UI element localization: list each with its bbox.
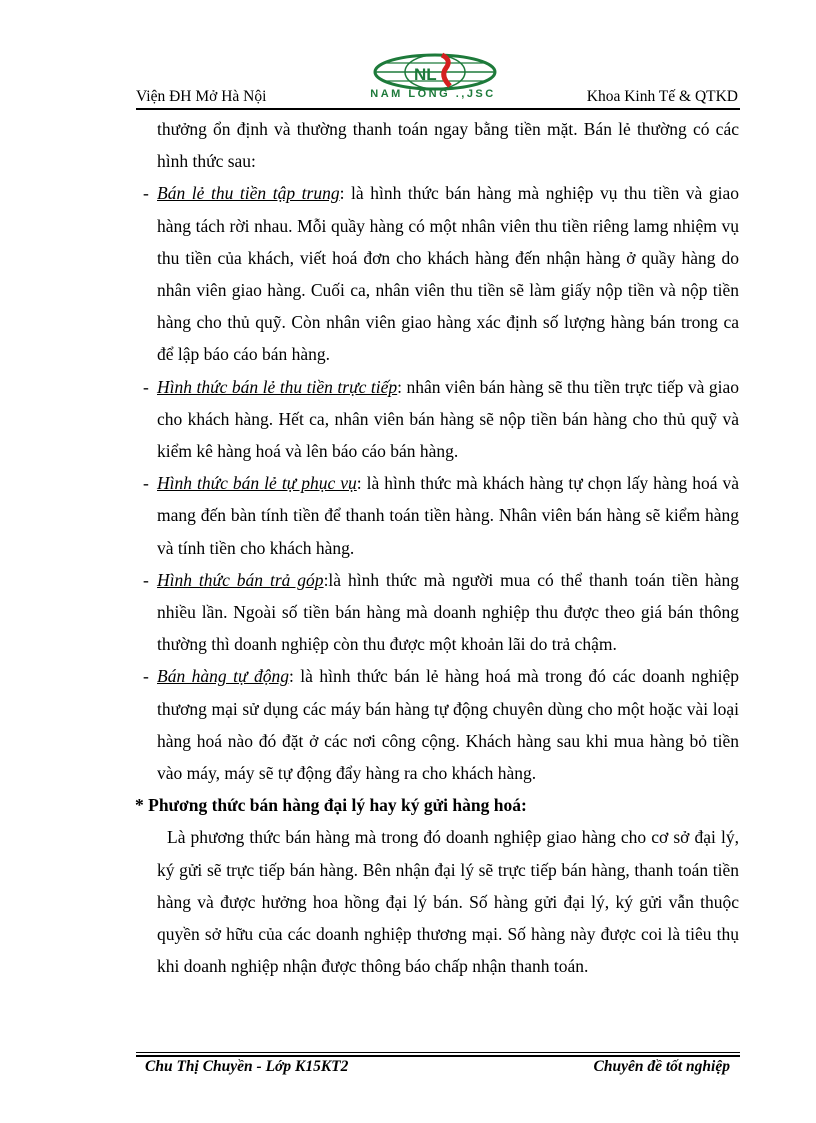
section-heading: * Phương thức bán hàng đại lý hay ký gửi hàng hoá: [135, 795, 527, 816]
item-text: : là hình thức bán hàng mà nghiệp vụ thu tiền và giao hàng tách rời nhau. Mỗi quầy hàng có một nhân viên thu tiền riêng lamg nhiệm vụ thu tiền của khách, viết hoá đơn cho khách hàng đến nhận hàng ở quầy hàng do nhân viên giao hàng. Cuối ca, nhân viên thu tiền sẽ làm giấy nộp tiền và nộp tiền hàng cho thủ quỹ. Còn nhân viên giao hàng xác định số lượng hàng bán trong ca để lập báo cáo bán hàng. [157, 183, 739, 365]
list-item [135, 660, 739, 789]
item-term: Bán lẻ thu tiền tập trung [157, 183, 340, 204]
page-body [135, 113, 739, 982]
item-text: : là hình thức mà khách hàng tự chọn lấy hàng hoá và mang đến bàn tính tiền để thanh toán tiền hàng. Nhân viên bán hàng sẽ kiểm hàng và tính tiền cho khách hàng. [157, 473, 739, 558]
footer-rule [136, 1055, 740, 1057]
footer-right: Chuyên đề tốt nghiệp [593, 1058, 730, 1075]
dash: - [143, 183, 149, 204]
page-header [136, 86, 738, 108]
dash: - [143, 569, 149, 590]
item-term: Bán hàng tự động [157, 666, 289, 687]
dash: - [143, 666, 149, 687]
section-paragraph: Là phương thức bán hàng mà trong đó doanh nghiệp giao hàng cho cơ sở đại lý, ký gửi sẽ trực tiếp bán hàng. Bên nhận đại lý sẽ trực tiếp bán hàng, thanh toán tiền hàng và được hưởng hoa hồng đại lý bán. Số hàng gửi đại lý, ký gửi vẫn thuộc quyền sở hữu của các doanh nghiệp thương mại. Số hàng này được coi là tiêu thụ khi doanh nghiệp nhận được thông báo chấp nhận thanh toán. [157, 827, 739, 977]
list-item [135, 564, 739, 661]
dash: - [143, 376, 149, 397]
list-item [135, 467, 739, 564]
header-rule [136, 108, 740, 110]
intro-paragraph: thưởng ổn định và thường thanh toán ngay bằng tiền mặt. Bán lẻ thường có các hình thức sau: [157, 119, 739, 172]
page-footer [145, 1058, 730, 1076]
item-term: Hình thức bán trả góp [157, 569, 324, 590]
dash: - [143, 473, 149, 494]
footer-rule [136, 1052, 740, 1053]
item-term: Hình thức bán lẻ tự phục vụ [157, 473, 357, 494]
header-left: Viện ĐH Mở Hà Nội [136, 88, 267, 105]
header-right: Khoa Kinh Tế & QTKD [586, 88, 738, 105]
logo-text: NAM LONG .,JSC [370, 88, 496, 100]
item-text: : nhân viên bán hàng sẽ thu tiền trực tiếp và giao cho khách hàng. Hết ca, nhân viên bán hàng sẽ nộp tiền bán hàng cho thủ quỹ và kiểm kê hàng hoá và lên báo cáo bán hàng. [157, 376, 739, 462]
svg-text:NL: NL [414, 65, 437, 84]
list-item [135, 177, 739, 370]
list-item [135, 371, 739, 468]
item-term: Hình thức bán lẻ thu tiền trực tiếp [157, 376, 398, 397]
footer-left: Chu Thị Chuyền - Lớp K15KT2 [145, 1058, 349, 1075]
item-text: : là hình thức bán lẻ hàng hoá mà trong đó các doanh nghiệp thương mại sử dụng các máy bán hàng tự động chuyên dùng cho một hoặc vài loại hàng hoá nào đó đặt ở các nơi công cộng. Khách hàng sau khi mua hàng bỏ tiền vào máy, máy sẽ tự động đẩy hàng ra cho khách hàng. [157, 666, 739, 784]
item-text: :là hình thức mà người mua có thể thanh toán tiền hàng nhiều lần. Ngoài số tiền bán hàng mà doanh nghiệp thu được theo giá bán thông thường thì doanh nghiệp còn thu được một khoản lãi do trả chậm. [157, 569, 739, 655]
